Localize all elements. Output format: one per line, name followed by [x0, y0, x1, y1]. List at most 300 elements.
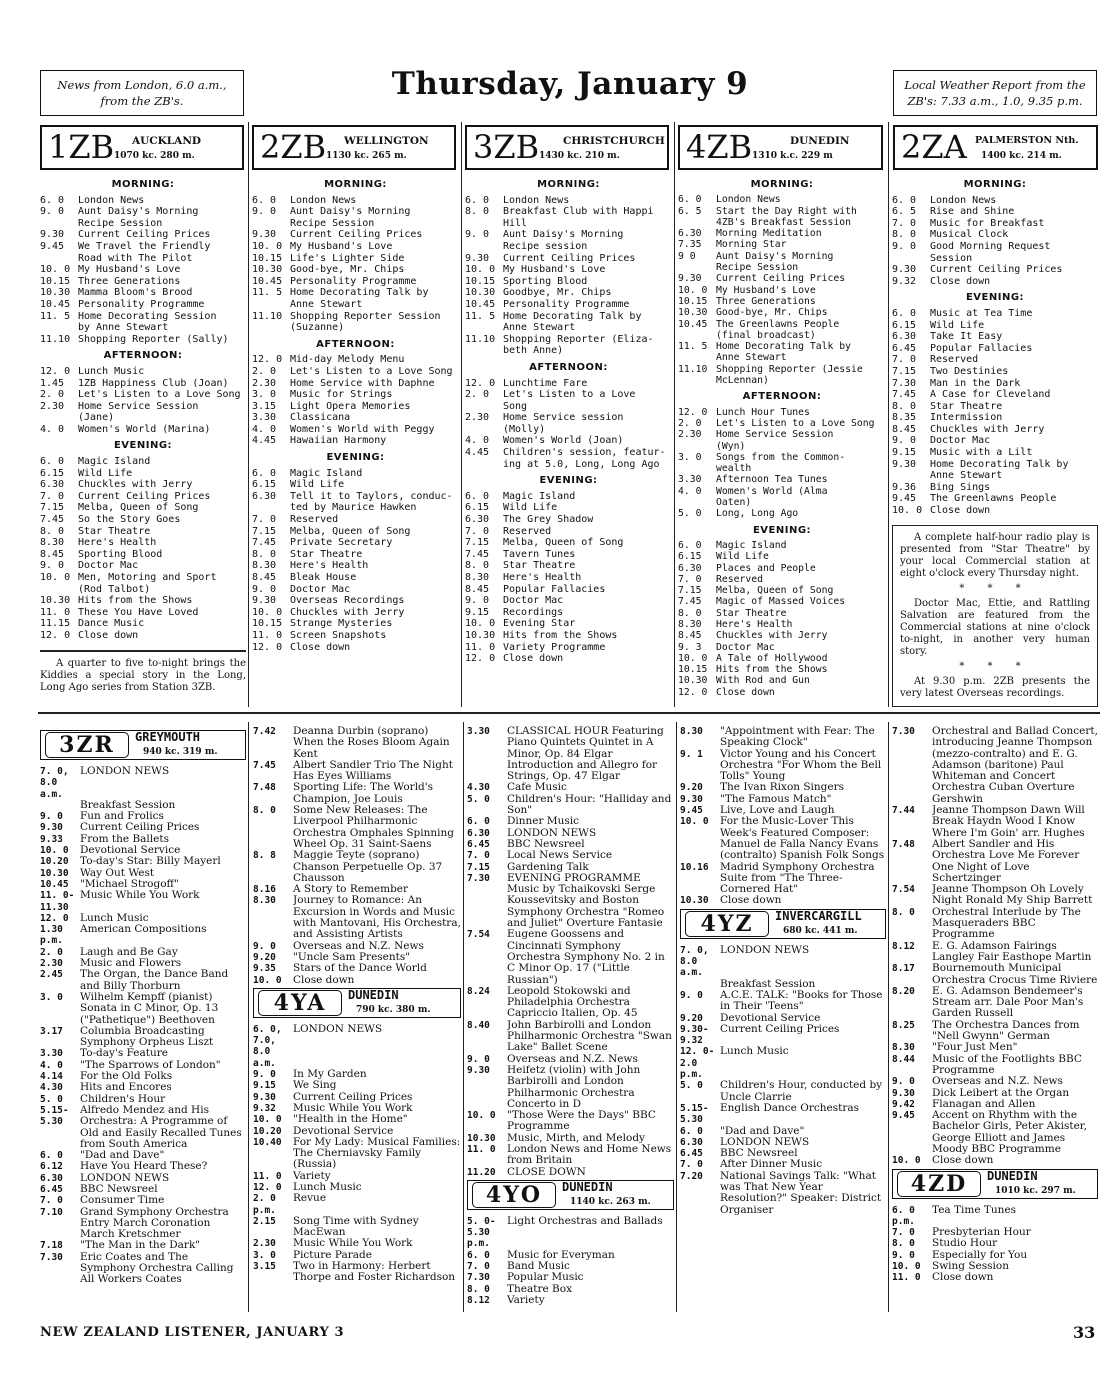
time: 9. 0 [892, 1076, 915, 1088]
programme: The Ivan Rixon Singers [720, 782, 845, 794]
station-header-1zb [40, 125, 244, 170]
time: 9.36 [892, 481, 917, 493]
programme: Goodbye, Mr. Chips [503, 287, 612, 299]
separator-stars: * * * [959, 660, 1031, 672]
time: 10.30 [678, 307, 708, 319]
schedule-row [253, 1171, 461, 1182]
column-rule [888, 122, 889, 707]
time: 10. 0 [40, 845, 69, 857]
time: 2.15 [253, 1215, 276, 1227]
schedule-row [252, 514, 459, 526]
schedule-row [253, 975, 461, 986]
time: 2.30 [40, 400, 65, 412]
time: 7.45 [465, 548, 490, 560]
time: 9.45 [892, 493, 917, 505]
time: 7.45 [40, 514, 65, 526]
time [678, 497, 716, 508]
programme: 1ZB Happiness Club (Joan) [78, 377, 229, 389]
programme: Doctor Mac [503, 595, 564, 607]
schedule-row [40, 630, 246, 642]
time: 9. 0 [252, 206, 277, 218]
schedule-row [40, 1048, 246, 1059]
time: 7.30 [467, 1272, 490, 1284]
programme: Let's Listen to a Love Song [716, 417, 875, 429]
programme: (Molly) [503, 423, 546, 435]
time: 8. 0 [892, 400, 917, 412]
schedule-row [892, 378, 1098, 390]
page-number: 33 [1073, 1323, 1096, 1342]
programme: Devotional Service [293, 1125, 394, 1137]
schedule-row [40, 241, 246, 253]
time: 3.30 [252, 412, 277, 424]
programme: Music at Tea Time [930, 307, 1033, 319]
time: 11.10 [465, 333, 496, 345]
time [892, 253, 930, 265]
programme: Recordings [503, 606, 564, 618]
programme: Current Ceiling Prices [293, 1091, 413, 1103]
time [678, 217, 716, 228]
time: 10. 0 [253, 1114, 282, 1126]
programme: by Anne Stewart [78, 322, 169, 334]
time: 9. 0 [40, 811, 63, 823]
schedule-row [40, 514, 246, 526]
programme: Children's Hour, conducted by Uncle Clarrie [720, 1080, 883, 1103]
time: 7.30 [40, 1251, 63, 1263]
programme: Aunt Daisy's Morning [716, 250, 834, 262]
programme: Hits from the Shows [716, 664, 828, 676]
schedule-row [253, 1193, 461, 1216]
programme: (Suzanne) [290, 322, 345, 334]
time: 7.42 [253, 726, 276, 737]
time: 7.15 [467, 861, 490, 873]
time: 2. 0 [40, 946, 63, 958]
schedule-row [40, 1240, 246, 1251]
programme: Man in the Dark [930, 377, 1021, 389]
time: 6. 0 [252, 194, 277, 206]
time: 10.45 [40, 878, 69, 890]
programme: Home Service Session [78, 400, 199, 412]
programme: Music of the Footlights BBC Programme [932, 1053, 1082, 1076]
schedule-row [465, 526, 672, 538]
schedule-row [252, 412, 459, 424]
programme: Reserved [930, 354, 979, 366]
schedule-row [892, 1076, 1098, 1087]
programme: Close down [293, 974, 355, 986]
time: 6.30 [40, 1172, 63, 1184]
schedule-1zb [40, 174, 246, 694]
schedule-row [465, 607, 672, 619]
time: 4.45 [465, 447, 490, 459]
programme: Dinner Music [507, 816, 580, 828]
programme: Star Theatre [716, 607, 787, 619]
programme: Hits and Encores [80, 1082, 172, 1094]
programme: Song [503, 400, 528, 412]
time: 10.16 [680, 861, 709, 873]
time: 7.45 [253, 759, 276, 771]
promo-note: A complete half-hour radio play is presented from "Star Theatre" by your local Commercial station at eight o'clock every Thursday night. [900, 531, 1090, 579]
promo-notes-box [892, 525, 1098, 707]
schedule-row [252, 218, 459, 230]
column-rule [461, 122, 462, 707]
time: 9.32 [892, 275, 917, 287]
programme: Shopping Reporter (Sally) [78, 333, 229, 345]
weather-note-box [893, 70, 1097, 116]
station-city: GREYMOUTH [135, 730, 201, 744]
time: 10.30 [467, 1132, 496, 1144]
time: 7. 0 [465, 525, 490, 537]
schedule-row [467, 986, 674, 1020]
time: 9.35 [253, 963, 276, 975]
time: 9.30 [252, 595, 277, 607]
time: 7. 0 [40, 490, 65, 502]
programme: From the Ballets [80, 833, 169, 845]
programme: Orchestral and Ballad Concert, introducing Jeanne Thompson (mezzo-contralto) and E. G. Adamson (baritone) Paul Whiteman and Concert Orchestra Cuban Overture Gershwin [932, 726, 1098, 805]
schedule-row [892, 884, 1098, 907]
time [892, 470, 930, 482]
time: 3. 0 [40, 991, 63, 1003]
programme: Shopping Reporter (Jessie [716, 363, 863, 375]
station-city: DUNEDIN [562, 1179, 613, 1194]
schedule-row [40, 366, 246, 378]
schedule-row [40, 229, 246, 241]
schedule-row [253, 1238, 461, 1249]
programme: Studio Hour [932, 1238, 998, 1250]
schedule-row [892, 401, 1098, 413]
schedule-row [680, 1171, 886, 1216]
programme: A Tale of Hollywood [716, 652, 828, 664]
station-logo [253, 988, 461, 1018]
programme: Recipe session [503, 240, 588, 252]
programme: Music with a Lilt [930, 447, 1033, 459]
programme: Start the Day Right with [716, 205, 857, 217]
time: 8.20 [892, 985, 915, 997]
programme: Variety Programme [503, 641, 606, 653]
schedule-row [252, 253, 459, 265]
schedule-row [40, 1071, 246, 1082]
time: 6.15 [892, 319, 917, 331]
time: 10. 0 [892, 505, 923, 517]
time: 3.30 [40, 1048, 63, 1060]
programme: Aunt Daisy's Morning [503, 229, 624, 241]
schedule-row [467, 839, 674, 850]
programme: Lunchtime Fare [503, 377, 588, 389]
schedule-row [467, 726, 674, 782]
station-code: 1ZB [48, 128, 115, 166]
programme: Overseas and N.Z. News [507, 1053, 638, 1065]
programme: Current Ceiling Prices [503, 252, 636, 264]
schedule-row [892, 206, 1098, 218]
time: 11. 0 [252, 629, 283, 641]
time: 9. 0 [467, 1053, 490, 1065]
schedule-row [40, 206, 246, 218]
time: 9.30 [252, 229, 277, 241]
programme: Variety [507, 1294, 545, 1306]
time: 9. 0 [892, 435, 917, 447]
time [678, 375, 716, 386]
programme: Flanagan and Allen [932, 1098, 1036, 1110]
time: 12. 0 [253, 1181, 282, 1193]
station-frequency: 680 kc. 441 m. [783, 925, 858, 936]
programme: Way Out West [80, 867, 155, 879]
programme: E. G. Adamson Bendemeer's Stream arr. Dale Poor Man's Garden Russell [932, 985, 1084, 1020]
schedule-row [892, 505, 1098, 517]
time: 7.30 [892, 726, 915, 737]
time: 12. 0 [678, 686, 708, 698]
schedule-row [678, 296, 886, 307]
time: 5.15-5.30 [40, 1104, 69, 1128]
time: 6.15 [252, 479, 277, 491]
schedule-3zr [40, 728, 246, 1286]
time: 3.30 [467, 726, 490, 737]
programme: Tea Time Tunes [932, 1204, 1016, 1216]
time: 9.45 [892, 1110, 915, 1122]
time: 6. 0 [680, 1125, 703, 1137]
time: 6. 0 [467, 1249, 490, 1261]
programme: Bing Sings [930, 481, 991, 493]
programme: We Travel the Friendly [78, 240, 211, 252]
schedule-row [252, 584, 459, 596]
schedule-row [892, 1272, 1098, 1283]
promo-note: A quarter to five to-night brings the Kiddies a special story in the Long, Long Ago series from Station 3ZB. [40, 650, 246, 694]
schedule-row [40, 766, 246, 800]
programme: Music for Strings [290, 389, 393, 401]
schedule-row [40, 456, 246, 468]
time: 10. 0 [253, 974, 282, 986]
schedule-row [465, 584, 672, 596]
station-city: DUNEDIN [790, 135, 850, 147]
programme: Personality Programme [78, 298, 205, 310]
programme: Close down [716, 686, 775, 698]
time: 2.30 [678, 429, 702, 441]
schedule-row [465, 378, 672, 390]
time: 6.30 [678, 562, 702, 574]
time: 6. 0 [678, 539, 702, 551]
time: 6.30 [678, 228, 702, 240]
programme: Children's session, featur- [503, 447, 666, 459]
programme: Aunt Daisy's Morning [78, 206, 199, 218]
schedule-row [678, 206, 886, 217]
time: 10.30 [680, 895, 709, 907]
schedule-row [465, 630, 672, 642]
time: 7. 0 [252, 514, 277, 526]
time: 9.20 [253, 951, 276, 963]
schedule-row [252, 468, 459, 480]
time: 12. 0-2.0 p.m. [680, 1046, 715, 1081]
schedule-row [678, 319, 886, 330]
schedule-row [252, 607, 459, 619]
programme: London News [78, 194, 145, 206]
time: 10.45 [678, 318, 708, 330]
station-frequency: 1310 k.c. 229 m [752, 151, 833, 161]
programme: Popular Music [507, 1272, 584, 1284]
column-rule [674, 122, 675, 707]
schedule-row [40, 560, 246, 572]
programme: Music While You Work [80, 890, 200, 902]
schedule-row [680, 816, 886, 861]
schedule-row [465, 459, 672, 471]
schedule-row [40, 549, 246, 561]
schedule-row [892, 366, 1098, 378]
schedule-row [678, 608, 886, 619]
time: 12. 0 [40, 365, 71, 377]
schedule-row [678, 441, 886, 452]
time: 6. 0 [465, 194, 490, 206]
schedule-row [678, 273, 886, 284]
time: 7. 0, 8.0 a.m. [40, 766, 69, 800]
time: 2.30 [465, 412, 490, 424]
time: 7.45 [252, 537, 277, 549]
schedule-row [892, 1155, 1098, 1166]
programme: Doctor Mac [78, 560, 139, 572]
station-code: 4YA [258, 990, 342, 1016]
time: 10.45 [40, 298, 71, 310]
station-city: INVERCARGILL [775, 908, 862, 923]
station-city: CHRISTCHURCH [563, 135, 665, 147]
separator-stars: * * * [959, 582, 1031, 594]
programme: Anne Stewart [930, 470, 1003, 482]
programme: Breakfast Club with Happi [503, 206, 654, 218]
schedule-row [678, 551, 886, 562]
schedule-row [465, 218, 672, 230]
time: 5. 0-5.30 p.m. [467, 1215, 496, 1250]
programme: Anne Stewart [290, 298, 363, 310]
programme: Children's Hour: "Halliday and Son" [507, 793, 672, 817]
station-code: 4ZD [897, 1171, 981, 1197]
time: 8.16 [253, 884, 276, 896]
schedule-row [40, 1184, 246, 1195]
programme: Star Theatre [78, 525, 151, 537]
section-heading: AFTERNOON: [529, 361, 608, 373]
programme: Magic of Massed Voices [716, 596, 846, 608]
time: 9. 3 [678, 641, 702, 653]
schedule-row [253, 963, 461, 974]
time: 11. 5 [678, 341, 708, 353]
programme: Swing Session [932, 1261, 1009, 1273]
time: 6.30 [892, 331, 917, 343]
programme: Music While You Work [293, 1238, 413, 1250]
schedule-row [40, 412, 246, 424]
time [252, 299, 290, 311]
schedule-row [680, 990, 886, 1013]
time: 10.15 [678, 295, 708, 307]
programme: Here's Health [290, 560, 369, 572]
time: 11. 0 [40, 606, 71, 618]
schedule-col2-bottom [253, 726, 461, 1284]
time: 6. 0 [40, 194, 65, 206]
time: 8.24 [467, 985, 490, 997]
schedule-row [678, 563, 886, 574]
schedule-row [252, 630, 459, 642]
programme: Here's Health [503, 572, 582, 583]
time: 6. 0 [252, 467, 277, 479]
programme: For My Lady: Musical Families: The Cherniavsky Family (Russia) [293, 1136, 461, 1171]
station-code: 2ZA [901, 128, 967, 166]
schedule-row [252, 549, 459, 561]
time: 3. 0 [253, 1249, 276, 1261]
time [680, 979, 720, 990]
schedule-row [892, 447, 1098, 459]
programme: Sporting Blood [503, 275, 588, 287]
programme: Let's Listen to a Love Song [78, 389, 241, 401]
programme: LONDON NEWS [80, 1172, 170, 1184]
time: 10.20 [40, 856, 69, 868]
schedule-row [678, 452, 886, 463]
schedule-row [467, 1054, 674, 1065]
time: 8. 0 [465, 560, 490, 572]
programme: Hawaiian Harmony [290, 435, 387, 447]
programme: Devotional Service [80, 845, 181, 857]
programme: Hill [503, 217, 528, 229]
station-header-3zb [465, 125, 669, 170]
time: 6.15 [40, 467, 65, 479]
schedule-row [892, 907, 1098, 941]
schedule-row [892, 1099, 1098, 1110]
schedule-row [892, 331, 1098, 343]
schedule-row [252, 491, 459, 503]
schedule-row [252, 229, 459, 241]
schedule-row [465, 560, 672, 572]
schedule-row [40, 992, 246, 1026]
programme: Presbyterian Hour [932, 1227, 1031, 1239]
time: 9.30 [892, 264, 917, 276]
time: 9. 0 [465, 229, 490, 241]
time: 9.32 [253, 1102, 276, 1114]
time: 8. 0 [253, 805, 276, 817]
programme: Current Ceiling Prices [78, 490, 211, 502]
schedule-row [40, 389, 246, 401]
time: 10.15 [40, 275, 71, 287]
schedule-row [467, 1250, 674, 1261]
time: 8.30 [252, 560, 277, 572]
schedule-row [40, 1060, 246, 1071]
schedule-row [678, 486, 886, 497]
time: 2.45 [40, 969, 63, 981]
weather-note-line1: Local Weather Report from the [904, 78, 1086, 92]
schedule-row [253, 1114, 461, 1125]
time: 9.30 [892, 458, 917, 470]
programme: CLOSE DOWN [507, 1166, 586, 1178]
schedule-row [892, 1020, 1098, 1043]
time: 6. 0 [40, 456, 65, 468]
schedule-row [892, 424, 1098, 436]
programme: Picture Parade [293, 1249, 372, 1261]
time: 6.15 [465, 502, 490, 514]
schedule-row [40, 1150, 246, 1161]
schedule-row [40, 1207, 246, 1241]
schedule-row [680, 895, 886, 906]
schedule-row [678, 262, 886, 273]
programme: These You Have Loved [78, 606, 199, 618]
schedule-row [680, 1137, 886, 1148]
time: 12. 0 [252, 354, 283, 366]
time: 6.30 [40, 479, 65, 491]
schedule-row [40, 502, 246, 514]
schedule-row [40, 958, 246, 969]
programme: "Dad and Dave" [80, 1150, 165, 1162]
programme: Women's World with Peggy [290, 423, 435, 435]
programme: So the Story Goes [78, 514, 181, 526]
time: 9.15 [253, 1080, 276, 1092]
programme: "Uncle Sam Presents" [293, 951, 411, 963]
time: 10. 0 [465, 264, 496, 276]
time [40, 253, 78, 265]
time: 10.40 [253, 1136, 282, 1148]
schedule-row [40, 334, 246, 346]
time: 12. 0 [465, 377, 496, 389]
schedule-row [467, 828, 674, 839]
station-city: DUNEDIN [348, 987, 399, 1002]
programme: Life's Lighter Side [290, 252, 405, 264]
